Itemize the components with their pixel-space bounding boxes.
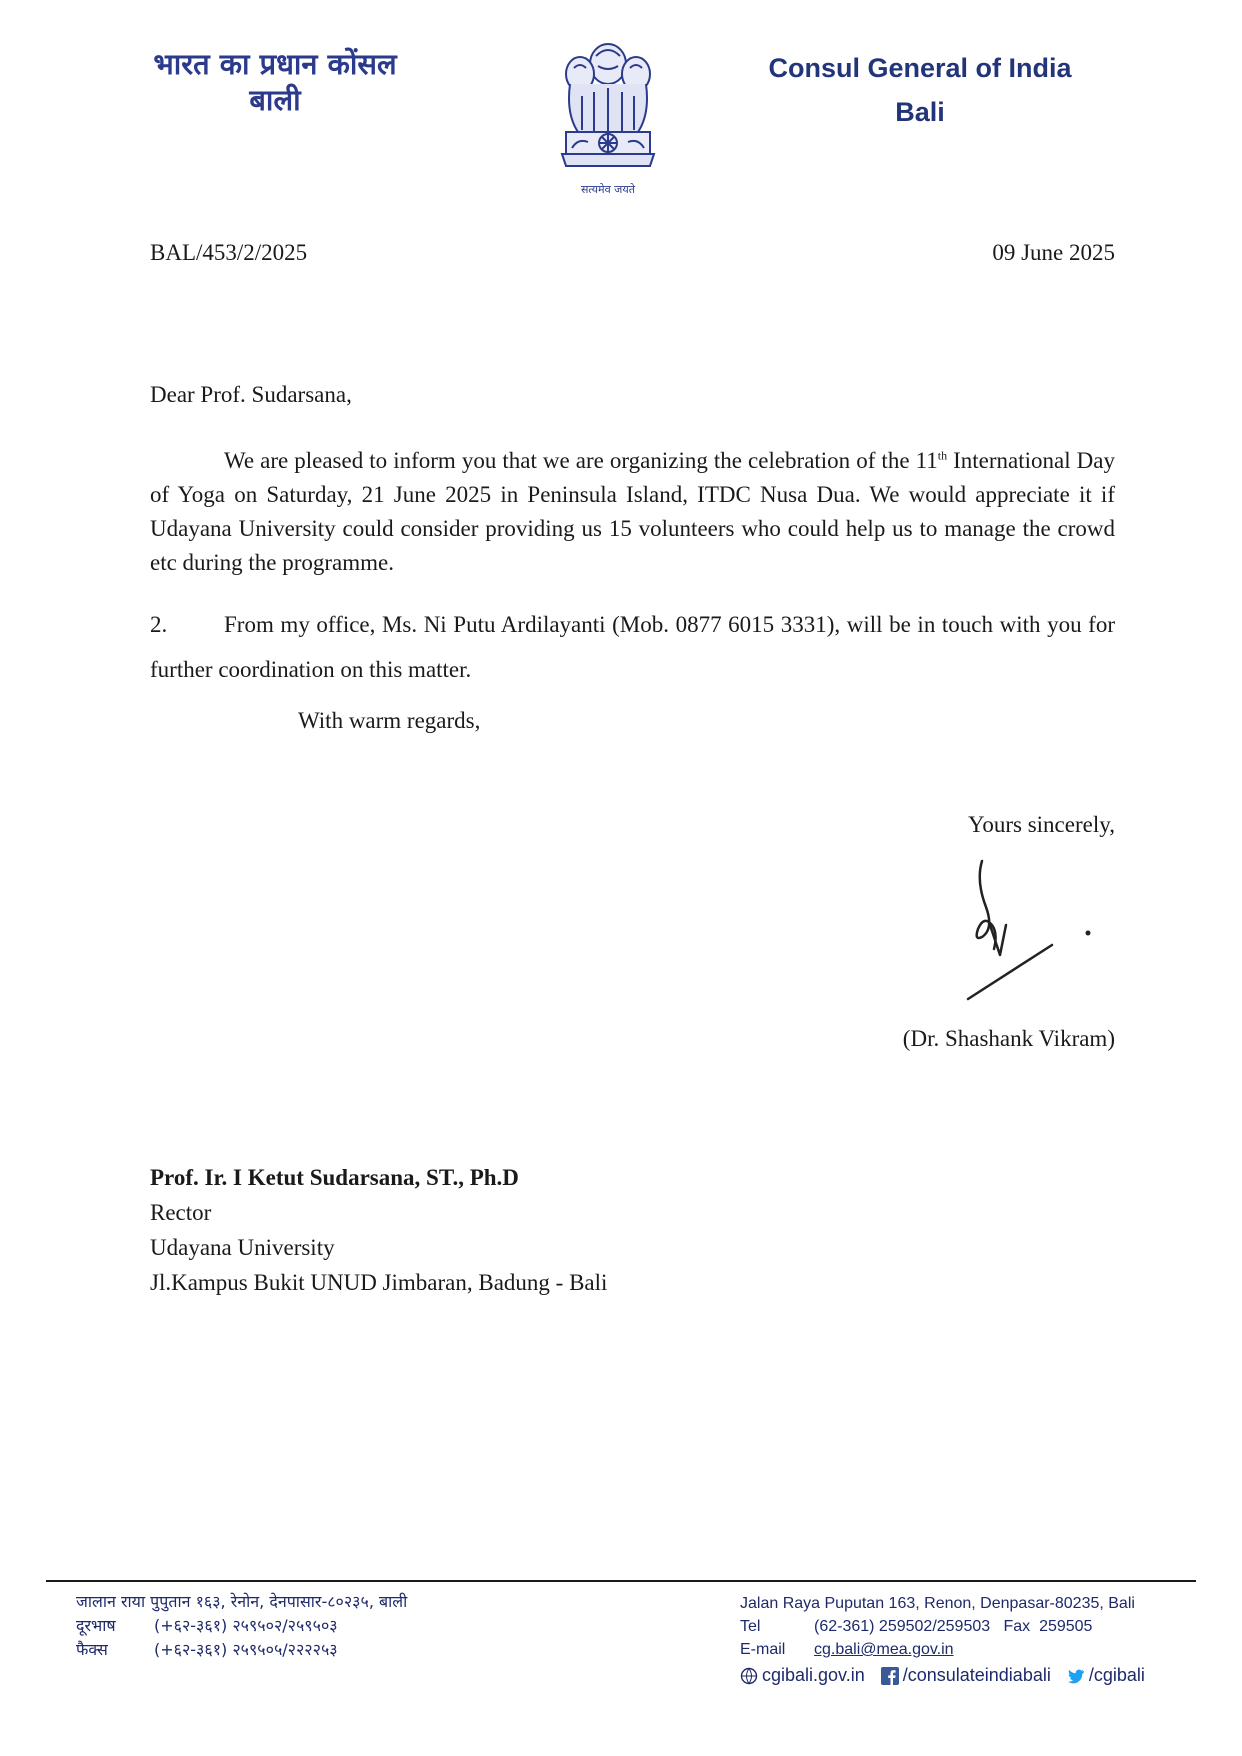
warm-regards: With warm regards, [298,708,481,733]
addressee-block [150,1160,607,1300]
hindi-header [110,46,440,118]
addressee-name: Prof. Ir. I Ketut Sudarsana, ST., Ph.D [150,1165,519,1190]
twitter-icon [1067,1667,1085,1685]
footer-hindi-fax: (+६२-३६१) २५९५०५/२२२२५३ [154,1640,338,1659]
signer-name: (Dr. Shashank Vikram) [902,1026,1115,1051]
english-title-line1: Consul General of India [768,53,1072,83]
hindi-title-line2: बाली [249,83,301,117]
footer-twitter-link[interactable]: /cgibali [1088,1665,1145,1685]
addressee-title: Rector [150,1200,212,1225]
paragraph-1-part2: International Day of Yoga on Saturday, 21 June 2025 in Peninsula Island, ITDC Nusa Dua. We would appreciate it if Udayana University could consider providing us 15 volunteers who could help us to manage the crowd etc during the programme. [150,448,1115,575]
footer-email-row [740,1638,1145,1661]
facebook-icon [881,1667,899,1685]
addressee-address: Jl.Kampus Bukit UNUD Jimbaran, Badung - Bali [150,1270,608,1295]
paragraph-1 [150,444,1115,580]
signature-icon [960,855,1110,1015]
paragraph-2-text: From my office, Ms. Ni Putu Ardilayanti (Mob. 0877 6015 3331), will be in touch with you for further coordination on this matter. [150,612,1115,682]
footer-email-label: E-mail [740,1641,786,1658]
footer-fax: 259505 [1039,1618,1093,1635]
paragraph-1-part1: We are pleased to inform you that we are organizing the celebration of the 11 [224,448,938,473]
www-icon [740,1667,758,1685]
english-header [720,46,1120,134]
footer-tel: (62-361) 259502/259503 [814,1618,991,1635]
footer-address: Jalan Raya Puputan 163, Renon, Denpasar-80235, Bali [740,1595,1135,1612]
paragraph-2-number: 2. [150,612,168,637]
footer-hindi-tel: (+६२-३६१) २५९५०२/२५९५०३ [154,1616,338,1635]
footer-divider [46,1580,1196,1582]
reference-number: BAL/453/2/2025 [150,240,308,265]
footer-hindi-fax-row [76,1638,407,1662]
footer-tel-label: Tel [740,1618,761,1635]
footer-facebook-link[interactable]: /consulateindiabali [902,1665,1051,1685]
footer-website-link[interactable]: cgibali.gov.in [762,1665,865,1685]
ordinal-suffix: th [937,448,948,463]
footer-hindi-fax-label: फैक्स [76,1640,108,1659]
footer-social-row [740,1664,1145,1687]
english-title-line2: Bali [895,97,945,127]
footer-hindi-tel-label: दूरभाष [76,1616,116,1635]
closing: Yours sincerely, [968,812,1115,837]
addressee-organization: Udayana University [150,1235,335,1260]
footer-hindi-contact [76,1590,407,1662]
footer-tel-row [740,1615,1145,1638]
emblem-motto: सत्यमेव जयते [580,183,635,196]
letter-date: 09 June 2025 [992,240,1115,265]
footer-hindi-address: जालान राया पुपुतान १६३, रेनोन, देनपासार-८०२३५, बाली [76,1592,408,1611]
footer-hindi-tel-row [76,1614,407,1638]
hindi-title-line1: भारत का प्रधान कोंसल [153,47,397,81]
footer-english-contact [740,1592,1145,1687]
salutation: Dear Prof. Sudarsana, [150,382,352,407]
paragraph-2 [150,602,1115,692]
footer-email-link[interactable]: cg.bali@mea.gov.in [814,1641,954,1658]
national-emblem-icon [548,36,668,206]
footer-fax-label: Fax [1003,1618,1031,1635]
